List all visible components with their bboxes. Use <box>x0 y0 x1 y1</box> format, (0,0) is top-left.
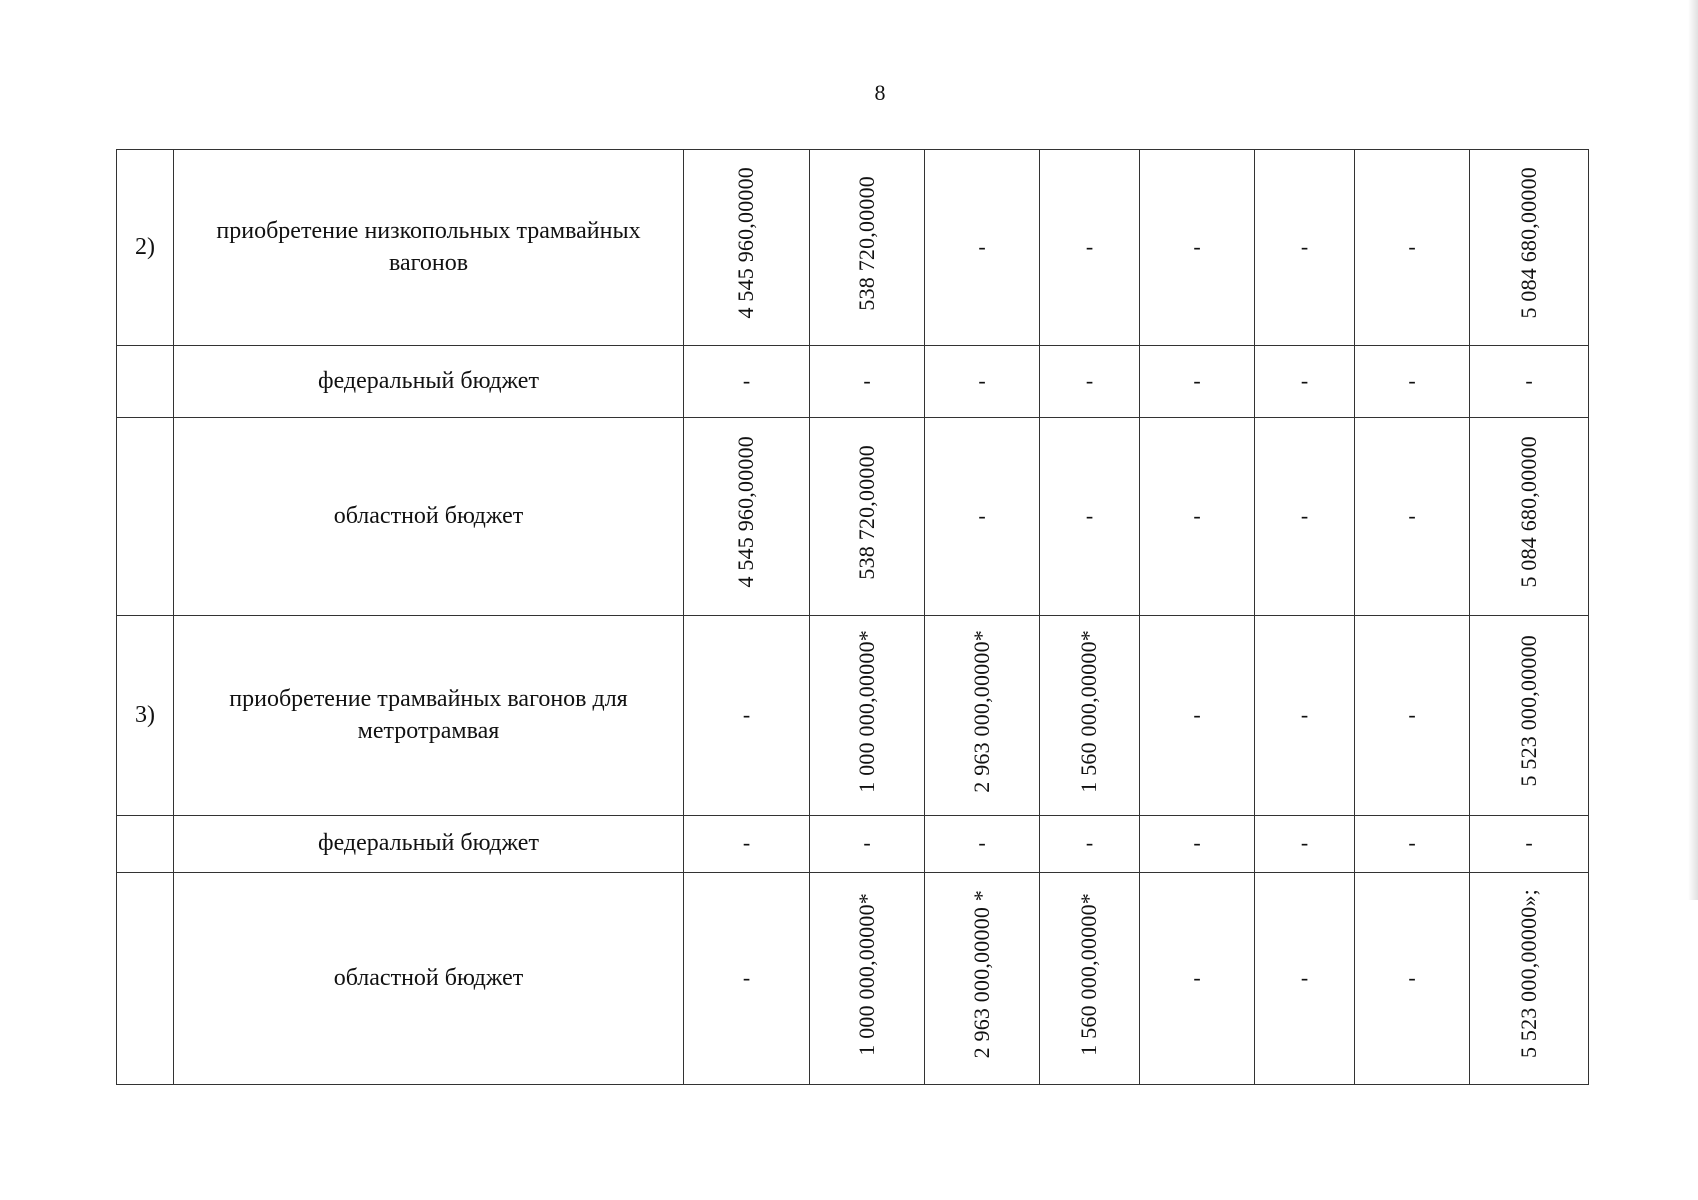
scan-edge <box>1688 0 1698 900</box>
table-row <box>117 873 1589 1085</box>
empty-value: - <box>1085 233 1094 259</box>
empty-value: - <box>742 701 751 727</box>
value-cell <box>1355 418 1470 616</box>
amount-value: 2 963 000,00000* <box>968 629 994 793</box>
value-cell <box>1040 873 1140 1085</box>
value-cell <box>925 346 1040 418</box>
amount-value: 1 000 000,00000* <box>853 892 879 1056</box>
value-cell <box>1355 873 1470 1085</box>
value-cell <box>684 150 810 346</box>
empty-value: - <box>978 233 986 259</box>
value-cell <box>1040 346 1140 418</box>
empty-value: - <box>863 367 871 393</box>
empty-value: - <box>1408 964 1416 990</box>
empty-value: - <box>863 830 871 856</box>
value-cell <box>1255 616 1355 816</box>
table-row <box>117 346 1589 418</box>
row-number <box>117 873 174 1085</box>
table-row <box>117 616 1589 816</box>
value-cell <box>1255 873 1355 1085</box>
empty-value: - <box>742 367 751 393</box>
value-cell <box>1140 816 1255 873</box>
empty-value: - <box>1085 502 1094 528</box>
amount-value: 4 545 960,00000 <box>733 436 759 588</box>
value-cell <box>1140 873 1255 1085</box>
value-cell <box>925 616 1040 816</box>
value-cell <box>1355 346 1470 418</box>
empty-value: - <box>1300 701 1309 727</box>
empty-value: - <box>978 367 986 393</box>
amount-value: 1 000 000,00000* <box>853 629 879 793</box>
value-cell <box>1470 816 1589 873</box>
value-cell <box>1255 346 1355 418</box>
empty-value: - <box>1300 233 1309 259</box>
amount-value: 5 523 000,00000»; <box>1515 889 1541 1059</box>
table-row <box>117 150 1589 346</box>
amount-value: 538 720,00000 <box>853 175 879 311</box>
value-cell <box>810 616 925 816</box>
value-cell <box>925 418 1040 616</box>
value-cell <box>810 418 925 616</box>
empty-value: - <box>1300 964 1309 990</box>
value-cell <box>925 816 1040 873</box>
empty-value: - <box>1408 502 1416 528</box>
value-cell <box>810 816 925 873</box>
empty-value: - <box>1193 502 1201 528</box>
empty-value: - <box>1193 964 1201 990</box>
row-number <box>117 346 174 418</box>
value-cell <box>1355 150 1470 346</box>
value-cell <box>1355 816 1470 873</box>
amount-value: 5 084 680,00000 <box>1515 167 1541 319</box>
row-number: 3) <box>117 616 174 816</box>
amount-value: 4 545 960,00000 <box>733 167 759 319</box>
value-cell <box>1140 346 1255 418</box>
empty-value: - <box>1300 502 1309 528</box>
amount-value: 538 720,00000 <box>853 444 879 580</box>
empty-value: - <box>1408 233 1416 259</box>
empty-value: - <box>1085 830 1094 856</box>
value-cell <box>1140 150 1255 346</box>
page-number: 8 <box>874 80 886 105</box>
value-cell <box>1470 150 1589 346</box>
value-cell <box>1355 616 1470 816</box>
row-description: приобретение трамвайных вагонов для метротрамвая <box>174 616 684 816</box>
row-number: 2) <box>117 150 174 346</box>
table-row <box>117 418 1589 616</box>
table-row <box>117 816 1589 873</box>
value-cell <box>1255 150 1355 346</box>
empty-value: - <box>1525 830 1533 856</box>
empty-value: - <box>742 964 751 990</box>
amount-value: 1 560 000,00000* <box>1076 892 1102 1056</box>
amount-value: 5 084 680,00000 <box>1515 436 1541 588</box>
value-cell <box>1255 816 1355 873</box>
value-cell <box>1470 346 1589 418</box>
value-cell <box>1470 873 1589 1085</box>
empty-value: - <box>978 502 986 528</box>
value-cell <box>684 616 810 816</box>
value-cell <box>925 873 1040 1085</box>
empty-value: - <box>1408 701 1416 727</box>
empty-value: - <box>1525 367 1533 393</box>
value-cell <box>1040 616 1140 816</box>
value-cell <box>1040 418 1140 616</box>
value-cell <box>810 873 925 1085</box>
row-description: федеральный бюджет <box>174 346 684 418</box>
row-number <box>117 418 174 616</box>
value-cell <box>684 816 810 873</box>
amount-value: 1 560 000,00000* <box>1076 629 1102 793</box>
value-cell <box>810 150 925 346</box>
empty-value: - <box>1193 233 1201 259</box>
amount-value: 5 523 000,00000 <box>1515 635 1541 787</box>
value-cell <box>684 873 810 1085</box>
amount-value: 2 963 000,00000 * <box>968 889 994 1059</box>
value-cell <box>684 346 810 418</box>
empty-value: - <box>1193 830 1201 856</box>
value-cell <box>1040 150 1140 346</box>
value-cell <box>1470 616 1589 816</box>
value-cell <box>684 418 810 616</box>
value-cell <box>925 150 1040 346</box>
value-cell <box>1140 616 1255 816</box>
budget-table <box>116 149 1589 1085</box>
empty-value: - <box>978 830 986 856</box>
row-description: областной бюджет <box>174 418 684 616</box>
empty-value: - <box>1193 367 1201 393</box>
empty-value: - <box>742 830 751 856</box>
value-cell <box>1040 816 1140 873</box>
value-cell <box>1140 418 1255 616</box>
empty-value: - <box>1408 830 1416 856</box>
value-cell <box>1255 418 1355 616</box>
row-description: федеральный бюджет <box>174 816 684 873</box>
value-cell <box>810 346 925 418</box>
row-description: областной бюджет <box>174 873 684 1085</box>
empty-value: - <box>1193 701 1201 727</box>
empty-value: - <box>1408 367 1416 393</box>
row-description: приобретение низкопольных трамвайных вагонов <box>174 150 684 346</box>
empty-value: - <box>1300 830 1309 856</box>
empty-value: - <box>1300 367 1309 393</box>
empty-value: - <box>1085 367 1094 393</box>
row-number <box>117 816 174 873</box>
value-cell <box>1470 418 1589 616</box>
